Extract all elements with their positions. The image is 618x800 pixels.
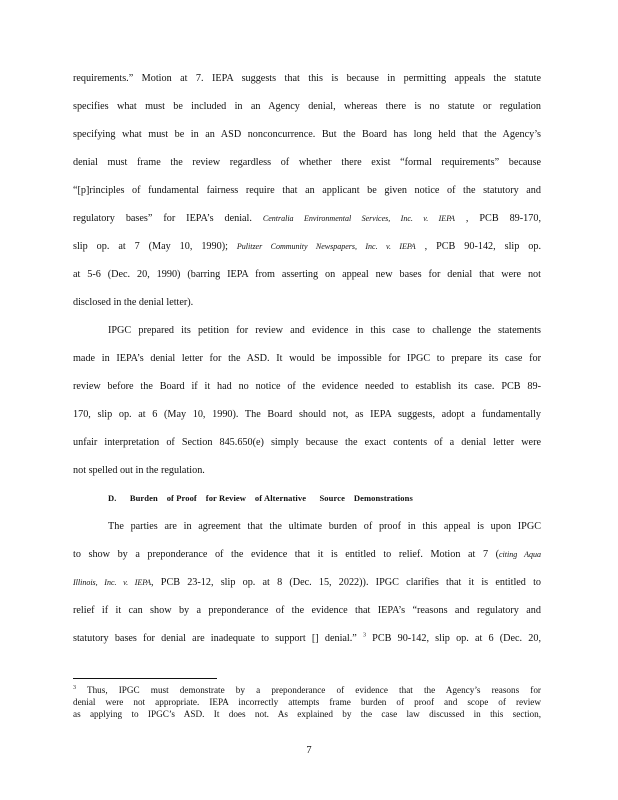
body-line: “[p]rinciples of fundamental fairness require that an applicant be given notice of the statutory and <box>73 185 541 196</box>
line-text: , PCB 90-142, slip op. <box>424 241 542 252</box>
footnote-reference[interactable]: 3 <box>363 632 366 639</box>
body-line: not spelled out in the regulation. <box>73 465 205 476</box>
body-line: specifying what must be in an ASD nonconcurrence. But the Board has long held that the Agency’s <box>73 129 541 140</box>
body-line: review before the Board if it had no notice of the evidence needed to establish its case. PCB 89- <box>73 381 541 392</box>
body-line: unfair interpretation of Section 845.650(e) simply because the exact contents of a denial letter were <box>73 437 541 448</box>
footnote-line <box>73 685 541 696</box>
line-text: regulatory bases” for IEPA’s denial. <box>73 213 252 224</box>
body-line: 170, slip op. at 6 (May 10, 1990). The Board should not, as IEPA suggests, adopt a fundamentally <box>73 409 541 420</box>
line-text: to show by a preponderance of the evidence that it is entitled to relief. Motion at 7 ( <box>73 549 499 560</box>
body-line <box>73 241 541 253</box>
case-citation: Illinois, Inc. v. IEPA <box>73 578 152 587</box>
page-number: 7 <box>306 745 312 756</box>
body-line: denial must frame the review regardless of whether there exist “formal requirements” because <box>73 157 541 168</box>
body-line: requirements.” Motion at 7. IEPA suggests that this is because in permitting appeals the statute <box>73 73 541 84</box>
body-line: disclosed in the denial letter). <box>73 297 194 308</box>
body-line: specifies what must be included in an Agency denial, whereas there is no statute or regulation <box>73 101 541 112</box>
section-heading: D. Burden of Proof for Review of Alternative Source Demonstrations <box>108 493 413 503</box>
footnote-text: Thus, IPGC must demonstrate by a preponderance of evidence that the Agency’s reasons for <box>76 685 541 695</box>
footnote-marker: 3 <box>73 684 76 691</box>
footnote-line: as applying to IPGC’s ASD. It does not. As explained by the case law discussed in this section, <box>73 709 541 719</box>
footnote-line: denial were not appropriate. IEPA incorrectly attempts frame burden of proof and scope of review <box>73 697 541 707</box>
case-citation: Pulitzer Community Newspapers, Inc. v. IEPA <box>236 242 416 251</box>
body-line: made in IEPA’s denial letter for the ASD. It would be impossible for IPGC to prepare its case for <box>73 353 541 364</box>
case-citation: Centralia Environmental Services, Inc. v. IEPA <box>262 214 455 223</box>
line-text: PCB 90-142, slip op. at 6 (Dec. 20, <box>366 633 542 644</box>
body-line <box>73 577 541 589</box>
body-line <box>73 633 541 645</box>
line-text: statutory bases for denial are inadequate to support [] denial.” <box>73 633 357 644</box>
case-citation: citing Aqua <box>499 550 541 559</box>
body-line: at 5-6 (Dec. 20, 1990) (barring IEPA from asserting on appeal new bases for denial that were not <box>73 269 541 280</box>
body-line <box>73 549 541 561</box>
line-text: slip op. at 7 (May 10, 1990); <box>73 241 228 252</box>
paragraph-first-line: IPGC prepared its petition for review and evidence in this case to challenge the statements <box>108 325 541 336</box>
line-text: , PCB 23-12, slip op. at 8 (Dec. 15, 2022)). IPGC clarifies that it is entitled to <box>151 577 541 588</box>
body-line: relief if it can show by a preponderance of the evidence that IEPA’s “reasons and regulatory and <box>73 605 541 616</box>
body-line <box>73 213 541 225</box>
paragraph-first-line: The parties are in agreement that the ultimate burden of proof in this appeal is upon IPGC <box>108 521 541 532</box>
footnote-divider <box>73 678 217 679</box>
line-text: , PCB 89-170, <box>465 213 541 224</box>
